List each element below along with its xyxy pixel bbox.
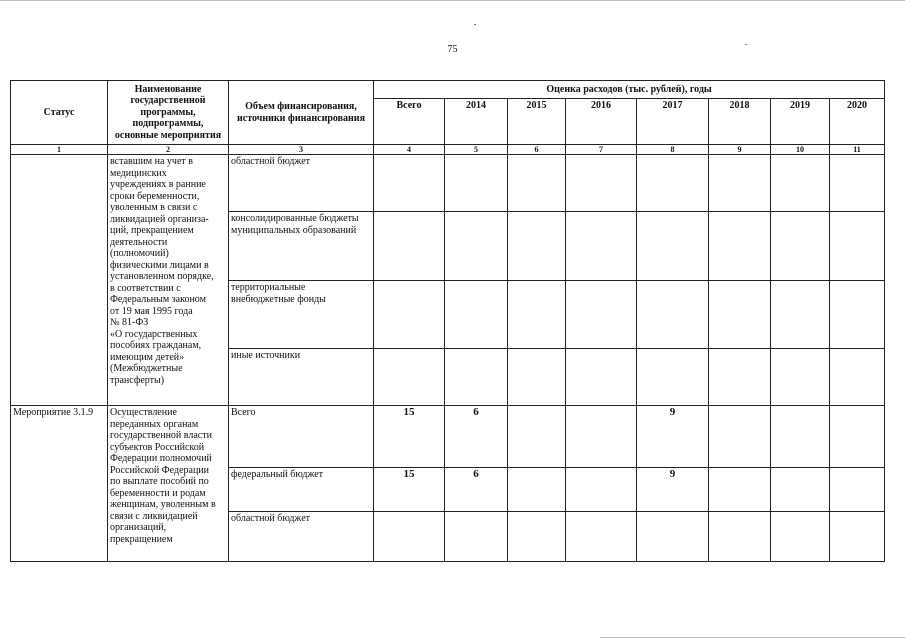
scan-speck [745,44,747,45]
scan-speck [474,24,476,25]
value-cell: 6 [445,468,508,512]
value-cell [566,512,637,562]
funding-source-cell: областной бюджет [229,512,374,562]
value-cell [830,281,885,349]
value-cell: 15 [374,468,445,512]
funding-source-cell: областной бюджет [229,155,374,212]
value-cell [709,281,771,349]
value-cell [508,281,566,349]
value-cell [830,406,885,468]
value-cell [374,281,445,349]
header-year-2017: 2017 [637,99,709,145]
value-cell [830,155,885,212]
value-cell [830,212,885,281]
scan-line-top [0,0,905,1]
column-number: 1 [11,145,108,155]
value-cell [374,349,445,406]
value-cell [771,512,830,562]
value-cell [637,512,709,562]
funding-source-cell: федеральный бюджет [229,468,374,512]
header-year-2016: 2016 [566,99,637,145]
header-row-1 [11,81,885,99]
value-cell [508,212,566,281]
activity-name-cell: вставшим на учет в медицинских учреждениях в ранние сроки беременности, уволенным в связи с ликвидацией организа- ций, прекращением деятельности (полномочий) физическими лицами в установленном порядке, в соответствии с Федеральным законом от 19 мая 1995 года № 81-ФЗ «О государственных пособиях гражданам, имеющим детей» (Межбюджетные трансферты) [108,155,229,406]
column-number: 5 [445,145,508,155]
value-cell [830,512,885,562]
column-number: 2 [108,145,229,155]
value-cell [566,281,637,349]
value-cell [771,468,830,512]
funding-source-cell: Всего [229,406,374,468]
value-cell [709,512,771,562]
value-cell [508,349,566,406]
header-year-2019: 2019 [771,99,830,145]
value-cell [637,212,709,281]
column-number: 7 [566,145,637,155]
header-estimate: Оценка расходов (тыс. рублей), годы [374,81,885,99]
value-cell [508,512,566,562]
activity-name-cell: Осуществление переданных органам государственной власти субъектов Российской Федерации полномочий Российской Федерации по выплате пособий по беременности и родам женщинам, уволенным в связи с ликвидацией организаций, прекращением [108,406,229,562]
value-cell: 6 [445,406,508,468]
header-name: Наименование государственной программы, подпрограммы, основные мероприятия [108,81,229,145]
column-number: 4 [374,145,445,155]
funding-source-cell: иные источники [229,349,374,406]
column-number: 11 [830,145,885,155]
value-cell [508,468,566,512]
funding-source-cell: территориальные внебюджетные фонды [229,281,374,349]
value-cell [566,468,637,512]
value-cell [709,406,771,468]
value-cell [445,155,508,212]
column-number-row [11,145,885,155]
column-number: 3 [229,145,374,155]
value-cell [709,155,771,212]
funding-source-cell: консолидированные бюджеты муниципальных образований [229,212,374,281]
value-cell [445,212,508,281]
value-cell [830,349,885,406]
header-year-2020: 2020 [830,99,885,145]
value-cell [566,212,637,281]
header-year-2018: 2018 [709,99,771,145]
header-year-2014: 2014 [445,99,508,145]
value-cell [445,281,508,349]
value-cell [445,512,508,562]
value-cell [830,468,885,512]
header-status: Статус [11,81,108,145]
status-cell: Мероприятие 3.1.9 [11,406,108,562]
value-cell [637,281,709,349]
value-cell [374,512,445,562]
value-cell [566,406,637,468]
value-cell [566,349,637,406]
value-cell [771,406,830,468]
header-total: Всего [374,99,445,145]
column-number: 6 [508,145,566,155]
scan-line-bottom-right [600,637,905,638]
value-cell [445,349,508,406]
value-cell [771,212,830,281]
budget-table [10,80,885,562]
value-cell [566,155,637,212]
column-number: 10 [771,145,830,155]
value-cell [637,155,709,212]
column-number: 9 [709,145,771,155]
status-cell [11,155,108,406]
value-cell [508,406,566,468]
value-cell [709,349,771,406]
value-cell [374,155,445,212]
value-cell: 9 [637,406,709,468]
value-cell [709,212,771,281]
table-row [11,406,885,468]
value-cell [374,212,445,281]
header-year-2015: 2015 [508,99,566,145]
value-cell [771,281,830,349]
header-funding: Объем финансирования, источники финансирования [229,81,374,145]
value-cell [709,468,771,512]
value-cell [508,155,566,212]
value-cell: 15 [374,406,445,468]
value-cell [771,155,830,212]
table-row [11,155,885,212]
value-cell [637,349,709,406]
value-cell [771,349,830,406]
value-cell: 9 [637,468,709,512]
page-number: 75 [447,44,458,55]
column-number: 8 [637,145,709,155]
